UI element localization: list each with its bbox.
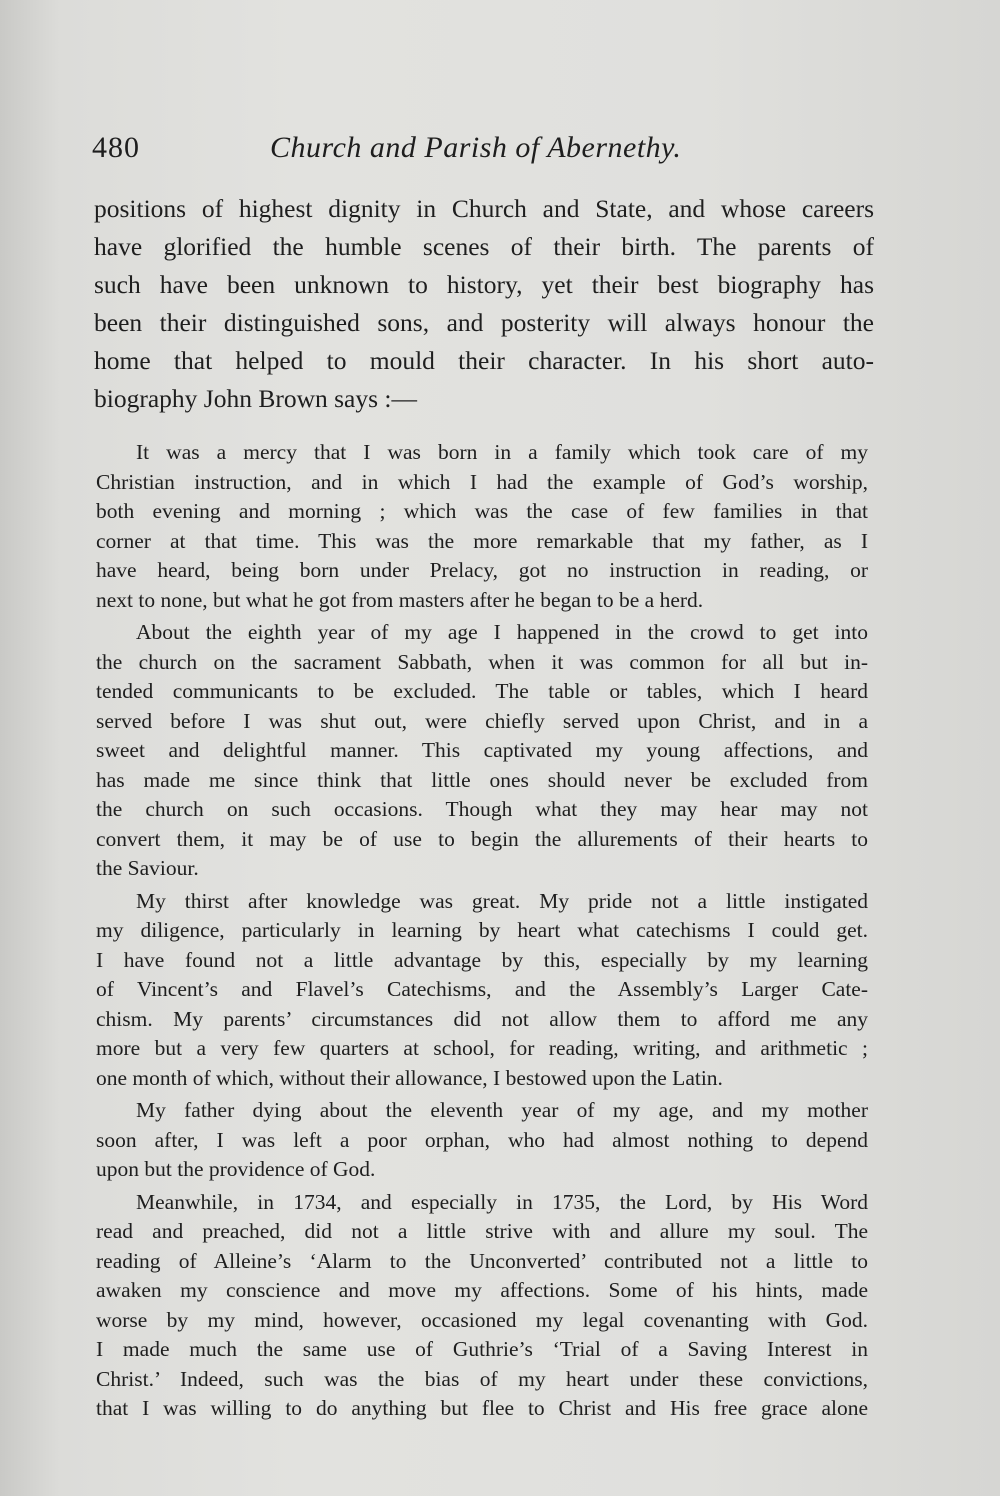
block-quote	[96, 438, 868, 1427]
text-line: biography John Brown says :—	[94, 384, 417, 413]
text-line: next to none, but what he got from masters after he began to be a herd.	[96, 587, 704, 612]
text-line: such have been unknown to history, yet their best biography has	[94, 270, 874, 299]
quote-paragraph	[96, 618, 868, 884]
text-line: tended communicants to be excluded. The table or tables, which I heard	[96, 679, 868, 703]
text-line: served before I was shut out, were chiefly served upon Christ, and in a	[96, 708, 868, 733]
text-line: About the eighth year of my age I happened in the crowd to get into	[136, 620, 868, 644]
text-line: have glorified the humble scenes of their birth. The parents of	[94, 232, 874, 261]
text-line: one month of which, without their allowance, I bestowed upon the Latin.	[96, 1065, 723, 1090]
quote-paragraph	[96, 438, 868, 615]
text-line: corner at that time. This was the more remarkable that my father, as I	[96, 528, 868, 553]
text-line: My thirst after knowledge was great. My pride not a little instigated	[136, 888, 868, 913]
text-line: convert them, it may be of use to begin the allurements of their hearts to	[96, 826, 868, 851]
text-line: Christian instruction, and in which I had the example of God’s worship,	[96, 469, 868, 494]
text-line: positions of highest dignity in Church and State, and whose careers	[94, 194, 874, 223]
text-line: the Saviour.	[96, 856, 199, 880]
text-line: the church on such occasions. Though what they may hear may not	[96, 797, 868, 821]
text-line: has made me since think that little ones should never be excluded from	[96, 767, 868, 792]
text-line: My father dying about the eleventh year of my age, and my mother	[136, 1098, 868, 1122]
text-line: have heard, being born under Prelacy, got no instruction in reading, or	[96, 558, 868, 582]
quote-paragraph	[96, 1188, 868, 1424]
text-line: of Vincent’s and Flavel’s Catechisms, and the Assembly’s Larger Cate-	[96, 977, 868, 1001]
page-header	[92, 128, 872, 168]
text-line: my diligence, particularly in learning by heart what catechisms I could get.	[96, 918, 868, 942]
quote-paragraph	[96, 1096, 868, 1185]
intro-paragraph	[94, 190, 874, 418]
text-line: reading of Alleine’s ‘Alarm to the Unconverted’ contributed not a little to	[96, 1248, 868, 1273]
text-line: both evening and morning ; which was the case of few families in that	[96, 499, 868, 523]
text-line: that I was willing to do anything but flee to Christ and His free grace alone	[96, 1396, 868, 1420]
text-line: Meanwhile, in 1734, and especially in 1735, the Lord, by His Word	[136, 1189, 868, 1214]
text-line: read and preached, did not a little strive with and allure my soul. The	[96, 1219, 868, 1243]
running-title: Church and Parish of Abernethy.	[270, 131, 682, 164]
text-line: I made much the same use of Guthrie’s ‘Trial of a Saving Interest in	[96, 1337, 868, 1361]
text-line: Christ.’ Indeed, such was the bias of my heart under these convictions,	[96, 1366, 868, 1391]
text-line: soon after, I was left a poor orphan, who had almost nothing to depend	[96, 1127, 868, 1152]
text-line: upon but the providence of God.	[96, 1157, 376, 1181]
page-number: 480	[92, 131, 140, 164]
text-line: the church on the sacrament Sabbath, when it was common for all but in-	[96, 649, 868, 674]
quote-paragraph	[96, 887, 868, 1094]
text-line: awaken my conscience and move my affections. Some of his hints, made	[96, 1278, 868, 1302]
text-line: been their distinguished sons, and posterity will always honour the	[94, 308, 874, 337]
text-line: home that helped to mould their character. In his short auto-	[94, 346, 874, 375]
text-line: sweet and delightful manner. This captivated my young affections, and	[96, 738, 868, 762]
text-line: I have found not a little advantage by this, especially by my learning	[96, 947, 868, 972]
text-line: It was a mercy that I was born in a family which took care of my	[136, 440, 868, 464]
text-line: more but a very few quarters at school, for reading, writing, and arithmetic ;	[96, 1036, 868, 1060]
text-line: chism. My parents’ circumstances did not allow them to afford me any	[96, 1006, 868, 1031]
text-line: worse by my mind, however, occasioned my legal covenanting with God.	[96, 1307, 868, 1332]
